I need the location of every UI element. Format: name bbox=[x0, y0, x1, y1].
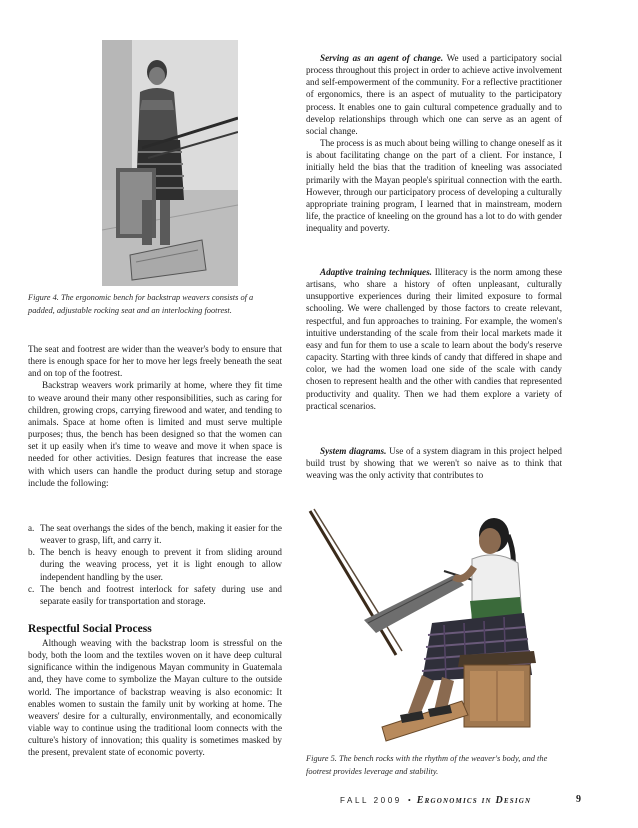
list-item-text: The seat overhangs the sides of the bench, making it easier for the weaver to grasp, lift, and carry it. bbox=[40, 523, 282, 546]
list-item-text: The bench and footrest interlock for safety during use and separate easily for transportation and storage. bbox=[40, 583, 282, 606]
figure-5-photo bbox=[304, 505, 560, 750]
run-in-heading: Adaptive training techniques. bbox=[320, 267, 432, 277]
paragraph: The process is as much about being willing to change oneself as it is about facilitating change on the part of a client. For instance, I initially held the bias that the tradition of kneeling was associated primarily with the Mayan people's spiritual connection with the earth. However, through our participatory process of developing a culturally appropriate training program, I learned that in mainstream, modern life, the practice of kneeling on the ground has a lot to do with gender inequality and poverty. bbox=[306, 138, 562, 234]
magazine-name: Ergonomics in Design bbox=[416, 795, 532, 806]
figure-5-caption: Figure 5. The bench rocks with the rhythm of the weaver's body, and the footrest provides leverage and stability. bbox=[306, 754, 548, 776]
run-in-heading: Serving as an agent of change. bbox=[320, 53, 444, 63]
list-item-text: The bench is heavy enough to prevent it from sliding around during the weaving process, yet it is light enough to allow independent handling by the user. bbox=[40, 547, 282, 582]
issue-date: FALL 2009 bbox=[340, 796, 402, 805]
right-column-text-2 bbox=[306, 266, 562, 412]
design-features-list bbox=[28, 522, 282, 607]
left-column-text-2 bbox=[28, 637, 282, 759]
figure-4-caption: Figure 4. The ergonomic bench for backstrap weavers consists of a padded, adjustable rocking seat and an interlocking footrest. bbox=[28, 293, 254, 315]
page-number: 9 bbox=[576, 794, 581, 805]
list-item bbox=[28, 583, 282, 607]
right-column-text-3 bbox=[306, 445, 562, 481]
paragraph bbox=[306, 266, 562, 412]
right-column-text-1 bbox=[306, 52, 562, 234]
left-column-text-1 bbox=[28, 343, 282, 489]
list-marker: c. bbox=[28, 583, 35, 594]
paragraph: Backstrap weavers work primarily at home, where they fit time to weave around their many other responsibilities, such as caring for children, growing crops, carrying firewood and water, and tending to animals. Space at home often is limited and must serve multiple purposes; thus, the bench has been designed so that the women can set it up easily when it's time to weave and move it when space is needed for other activities. Design features that increase the ease with which users can handle the product during setup and storage include the following: bbox=[28, 380, 282, 488]
paragraph-body: Use of a system diagram in this project helped build trust by showing that we weren't so naive as to think that weaving was the only activity that contributes to bbox=[306, 446, 562, 481]
paragraph: The seat and footrest are wider than the weaver's body to ensure that there is enough space for her to move her legs freely beneath the seat and on top of the footrest. bbox=[28, 344, 282, 379]
list-marker: b. bbox=[28, 547, 35, 558]
list-item bbox=[28, 546, 282, 582]
paragraph-body: We used a participatory social process throughout this project in order to achieve active involvement and self-empowerment of the community. For a reflective practitioner of ergonomics, there is an aspect of mutuality to the participatory process. It enables one to gain cultural competence gradually and to develop relationships through which one can serve as an agent of social change. bbox=[306, 53, 562, 136]
footer-separator: • bbox=[407, 795, 411, 805]
list-item bbox=[28, 522, 282, 546]
list-marker: a. bbox=[28, 523, 35, 533]
weaver-on-bench-photo bbox=[102, 40, 238, 286]
page-footer bbox=[340, 795, 590, 806]
paragraph bbox=[306, 52, 562, 137]
run-in-heading: System diagrams. bbox=[320, 446, 387, 456]
section-heading: Respectful Social Process bbox=[28, 623, 152, 635]
paragraph-body: Illiteracy is the norm among these artisans, who share a history of often unpleasant, culturally unsupportive experiences during their limited exposure to formal schooling. We were challenged by those factors to create relevant, respectful, and fun approaches to training. For example, the women's intuitive understanding of the scale from their local markets made it easy and fun for them to use a scale to learn about the body's reserve capacity. Starting with three kinds of candy that differed in shape and color, we had the women load one side of the scale with candy chosen to represent health and the other with candies that represented productivity and quality. Then we had them explore a variety of practical scenarios. bbox=[306, 267, 563, 411]
figure-4-photo bbox=[102, 40, 238, 286]
paragraph bbox=[306, 445, 562, 481]
paragraph: Although weaving with the backstrap loom is stressful on the body, both the loom and the textiles woven on it have deep cultural significance within the indigenous Mayan community in Guatemala and, they have come to symbolize the Mayan culture to the outside world. The importance of backstrap weaving is also economic: It enables women to sustain the family unit by working at home. The weavers' desire for a culturally, environmentally, and economically viable way to continue using the traditional loom connects with the culture's history of innovation; this quality is sometimes masked by the present, prevalent state of economic poverty. bbox=[28, 638, 282, 758]
weaver-rocking-bench-photo bbox=[304, 505, 560, 750]
